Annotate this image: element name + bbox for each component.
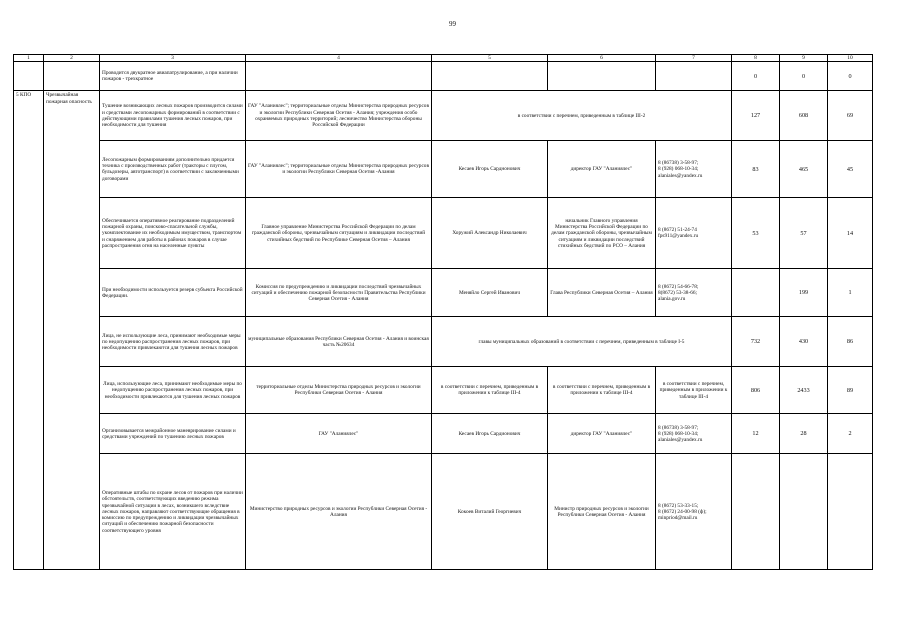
column-number: 6 (548, 55, 656, 62)
table-row (14, 91, 873, 141)
person-cell: Хоружий Александр Николаевич (432, 198, 548, 269)
value-cell: 28 (780, 414, 828, 454)
measure-cell: При необходимости используется резерв субъекта Российской Федерации. (100, 269, 246, 317)
value-cell: 430 (780, 317, 828, 367)
contacts-cell: 8 (86738) 3-58-97; 8 (928) 068-10-34; alaniales@yandex.ru (656, 414, 732, 454)
forest-fire-measures-table (13, 54, 873, 570)
page-number: 99 (449, 20, 456, 28)
person-cell: в соответствии с перечнем, приведенным в приложении к таблице III-4 (432, 367, 548, 414)
position-cell: в соответствии с перечнем, приведенным в приложении к таблице III-4 (548, 367, 656, 414)
person-cell: Кесаев Игорь Сардионович (432, 414, 548, 454)
value-cell: 608 (780, 91, 828, 141)
empty-cell (44, 62, 100, 91)
class-code-cell: 5 КПО (14, 91, 44, 570)
value-cell (732, 454, 780, 570)
value-cell: 53 (732, 198, 780, 269)
executor-cell: Главное управление Министерства Российской Федерации по делам гражданской обороны, чрезвычайным ситуациям и ликвидации последствий стихийных бедствий по Республике Северная Осетия – Алания (246, 198, 432, 269)
measure-cell: Лица, не использующие леса, принимают необходимые меры по недопущению распространения лесных пожаров, при необходимости привлекаются для тушения лесных пожаров (100, 317, 246, 367)
column-number: 4 (246, 55, 432, 62)
reference-cell: в соответствии с перечнем, приведенным в таблице III-2 (432, 91, 732, 141)
person-cell: Кокоев Виталий Георгиевич (432, 454, 548, 570)
value-cell: 465 (780, 141, 828, 198)
table-row (14, 414, 873, 454)
contacts-cell: 8 (8672) 54-66-78; 8(8672) 53-38-66; alania.gov.ru (656, 269, 732, 317)
value-cell: 127 (732, 91, 780, 141)
measure-cell: Обеспечивается оперативное реагирование подразделений пожарной охраны, поисково-спасательной службы, укомплектование их необходимым имуществом, транспортом и снаряжением для работы в районах пожаров в случае распространения огня на населенные пункты (100, 198, 246, 269)
column-number: 2 (44, 55, 100, 62)
reference-cell: главы муниципальных образований в соответствии с перечнем, приведенным в таблице I-5 (432, 317, 732, 367)
table-row (14, 317, 873, 367)
value-cell: 2433 (780, 367, 828, 414)
value-cell: 806 (732, 367, 780, 414)
column-number: 1 (14, 55, 44, 62)
position-cell: Министр природных ресурсов и экологии Республики Северная Осетия - Алания (548, 454, 656, 570)
column-number: 9 (780, 55, 828, 62)
column-number: 8 (732, 55, 780, 62)
measure-cell: Оперативные штабы по охране лесов от пожаров при наличии обстоятельств, соответствующих введению режима чрезвычайной ситуации в лесах, возникшего вследствие лесных пожаров, направляют соответствующие обращения в комиссию по предупреждению и ликвидации чрезвычайных ситуаций и обеспечению пожарной безопасности соответствующего уровня (100, 454, 246, 570)
empty-cell (548, 62, 656, 91)
executor-cell: муниципальные образования Республики Северная Осетия - Алания и воинская часть №20634 (246, 317, 432, 367)
executor-cell: ГАУ "Аланиялес" (246, 414, 432, 454)
contacts-cell: 8 (8672) 53-33-15; 8 (8672) 24-00-98 (ф); minpriod@mail.ru (656, 454, 732, 570)
value-cell: 86 (828, 317, 873, 367)
table-row (14, 454, 873, 570)
executor-cell: ГАУ "Аланиялес"; территориальные отделы Министерства природных ресурсов и экологии Республики Северная Осетия -Алания (246, 141, 432, 198)
value-cell: 199 (780, 269, 828, 317)
table-row (14, 269, 873, 317)
measure-cell: Проводится двукратное авиапатрулирование, а при наличии пожаров - трехкратное (100, 62, 246, 91)
column-number-row (14, 55, 873, 62)
value-cell: 14 (828, 198, 873, 269)
value-cell: 0 (780, 62, 828, 91)
table-row (14, 367, 873, 414)
danger-level-cell: Чрезвычайная пожарная опасность (44, 91, 100, 570)
person-cell: Меняйло Сергей Иванович (432, 269, 548, 317)
value-cell: 83 (732, 141, 780, 198)
contacts-cell: в соответствии с перечнем, приведенным в приложении к таблице III-4 (656, 367, 732, 414)
position-cell: начальник Главного управления Министерства Российской Федерации по делам гражданской обороны, чрезвычайным ситуациям и ликвидации последствий стихийных бедствий по РСО – Алания (548, 198, 656, 269)
table-row (14, 141, 873, 198)
value-cell (780, 454, 828, 570)
column-number: 7 (656, 55, 732, 62)
position-cell: Глава Республики Северная Осетия – Алания (548, 269, 656, 317)
value-cell: 732 (732, 317, 780, 367)
measure-cell: Тушение возникающих лесных пожаров производится силами и средствами лесопожарных формирований в соответствии с действующими правилами тушения лесных пожаров, при необходимости для тушения (100, 91, 246, 141)
measure-cell: Лица, использующие леса, принимают необходимые меры по недопущению распространения лесных пожаров, при необходимости привлекаются для тушения лесных пожаров (100, 367, 246, 414)
column-number: 5 (432, 55, 548, 62)
value-cell (732, 269, 780, 317)
value-cell: 12 (732, 414, 780, 454)
value-cell: 0 (828, 62, 873, 91)
person-cell: Кесаев Игорь Сарднонович (432, 141, 548, 198)
executor-cell: территориальные отделы Министерства природных ресурсов и экологии Республики Северная Осетия - Алания (246, 367, 432, 414)
value-cell (828, 454, 873, 570)
position-cell: директор ГАУ "Аланиялес" (548, 141, 656, 198)
executor-cell: Министерство природных ресурсов и экологии Республики Северная Осетия - Алания (246, 454, 432, 570)
contacts-cell: 8 (8672) 51-24-74 fps911@yandex.ru (656, 198, 732, 269)
measure-cell: Лесопожарным формированиям дополнительно придается техника с производственных работ (тракторы с плугом, бульдозеры, автотранспорт) в соответствии с заключенными договорами (100, 141, 246, 198)
value-cell: 1 (828, 269, 873, 317)
executor-cell: ГАУ "Аланиялес"; территориальные отделы Министерства природных ресурсов и экологии Республики Северная Осетия - Алания; учреждения особо охраняемых природных территорий; лесничество Министерства обороны Российской Федерации (246, 91, 432, 141)
executor-cell: Комиссия по предупреждению и ликвидации последствий чрезвычайных ситуаций и обеспечению пожарной безопасности Правительства Республики Северная Осетия - Алания (246, 269, 432, 317)
contacts-cell: 8 (86738) 3-58-97; 8 (928) 068-10-34; alaniales@yandex.ru (656, 141, 732, 198)
measure-cell: Организовывается межрайонное маневрирование силами и средствами учреждений по тушению лесных пожаров (100, 414, 246, 454)
empty-cell (432, 62, 548, 91)
column-number: 10 (828, 55, 873, 62)
value-cell: 69 (828, 91, 873, 141)
position-cell: директор ГАУ "Аланиялес" (548, 414, 656, 454)
value-cell: 0 (732, 62, 780, 91)
empty-cell (656, 62, 732, 91)
table-row (14, 62, 873, 91)
empty-cell (246, 62, 432, 91)
column-number: 3 (100, 55, 246, 62)
value-cell: 2 (828, 414, 873, 454)
empty-cell (14, 62, 44, 91)
value-cell: 57 (780, 198, 828, 269)
table-row (14, 198, 873, 269)
value-cell: 45 (828, 141, 873, 198)
value-cell: 89 (828, 367, 873, 414)
